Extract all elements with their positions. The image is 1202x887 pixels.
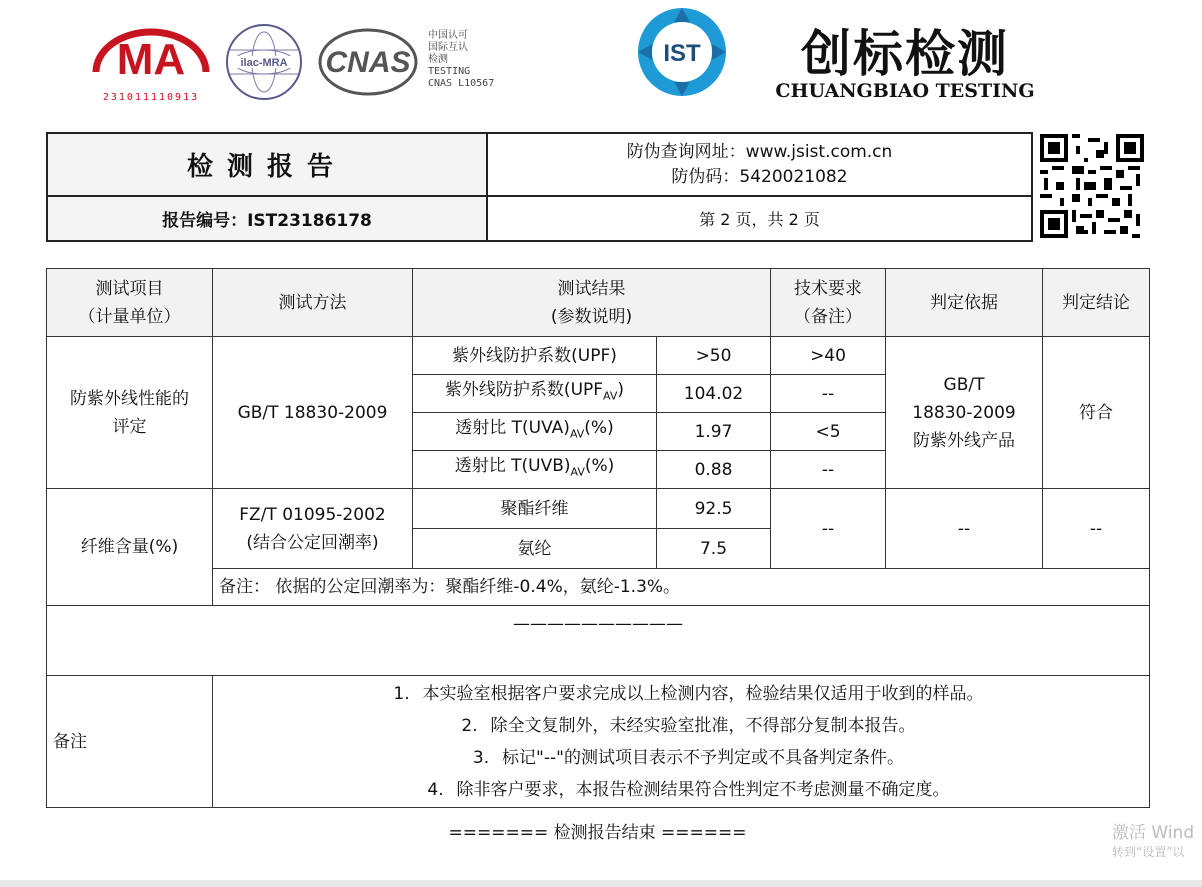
remarks-list xyxy=(213,676,1150,808)
uv-param-upf: 紫外线防护系数(UPF) xyxy=(413,337,657,375)
ilac-text: ilac-MRA xyxy=(240,57,288,69)
ist-logo xyxy=(630,4,734,100)
remark-item: 2. 除全文复制外，未经实验室批准，不得部分复制本报告。 xyxy=(461,715,916,736)
ist-text: IST xyxy=(663,40,701,67)
uv-result-uvb: 0.88 xyxy=(657,451,771,489)
fiber-note: 备注： 依据的公定回潮率为：聚酯纤维-0.4%，氨纶-1.3%。 xyxy=(213,569,1150,606)
brand-name-en: CHUANGBIAO TESTING xyxy=(775,80,1035,102)
cma-number: 231011110913 xyxy=(102,92,200,103)
separator-line: —————————— xyxy=(47,606,1150,676)
fiber-param-spandex: 氨纶 xyxy=(413,529,657,569)
report-header xyxy=(46,132,1033,242)
qr-code xyxy=(1040,134,1144,238)
uv-conclusion: 符合 xyxy=(1043,337,1150,489)
cma-text: MA xyxy=(116,35,186,84)
uv-req-upf-av: -- xyxy=(771,375,886,413)
verify-url: 防伪查询网址：www.jsist.com.cn xyxy=(626,141,893,162)
page-info: 第 2 页，共 2 页 xyxy=(487,196,1032,241)
col-test-result: 测试结果 (参数说明) xyxy=(413,269,771,337)
brand-name-cn: 创标检测 xyxy=(801,24,1009,83)
ilac-mra-logo xyxy=(224,22,304,102)
report-number: 报告编号：IST23186178 xyxy=(47,196,487,241)
uv-result-uva: 1.97 xyxy=(657,413,771,451)
results-table xyxy=(46,268,1150,808)
remark-item: 1. 本实验室根据客户要求完成以上检测内容，检验结果仅适用于收到的样品。 xyxy=(393,683,984,704)
fiber-item: 纤维含量(%) xyxy=(47,489,213,606)
fiber-result-polyester: 92.5 xyxy=(657,489,771,529)
fiber-param-polyester: 聚酯纤维 xyxy=(413,489,657,529)
remark-item: 4. 除非客户要求，本报告检测结果符合性判定不考虑测量不确定度。 xyxy=(427,779,950,800)
separator-row xyxy=(47,606,1150,676)
col-test-item: 测试项目 （计量单位） xyxy=(47,269,213,337)
uv-req-uva: <5 xyxy=(771,413,886,451)
table-row xyxy=(47,489,1150,529)
table-row xyxy=(47,569,1150,606)
uv-item: 防紫外线性能的 评定 xyxy=(47,337,213,489)
cnas-side-text: 中国认可 国际互认 检测 TESTING CNAS L10567 xyxy=(428,30,495,89)
fiber-method: FZ/T 01095-2002 (结合公定回潮率) xyxy=(213,489,413,569)
bottom-strip xyxy=(0,880,1202,887)
verify-code: 防伪码：5420021082 xyxy=(671,166,848,187)
report-title: 检测报告 xyxy=(47,133,487,196)
uv-result-upf: >50 xyxy=(657,337,771,375)
uv-param-uvb: 透射比 $T(UVB)_{AV}(\%)$ xyxy=(413,451,657,489)
table-header-row xyxy=(47,269,1150,337)
uv-result-upf-av: 104.02 xyxy=(657,375,771,413)
col-basis: 判定依据 xyxy=(886,269,1043,337)
col-test-method: 测试方法 xyxy=(213,269,413,337)
activation-watermark-line2: 转到“设置”以 xyxy=(1112,845,1185,859)
remarks-row xyxy=(47,676,1150,808)
uv-method: GB/T 18830-2009 xyxy=(213,337,413,489)
uv-param-uva: 透射比 $T(UVA)_{AV}(\%)$ xyxy=(413,413,657,451)
cnas-text: CNAS xyxy=(325,46,411,79)
uv-param-upf-av: 紫外线防护系数$(UPF_{AV})$ xyxy=(413,375,657,413)
col-requirement: 技术要求 （备注） xyxy=(771,269,886,337)
uv-req-upf: >40 xyxy=(771,337,886,375)
uv-basis: GB/T 18830-2009 防紫外线产品 xyxy=(886,337,1043,489)
fiber-conclusion: -- xyxy=(1043,489,1150,569)
cnas-logo xyxy=(316,26,420,98)
remarks-label: 备注 xyxy=(47,676,213,808)
verification-info xyxy=(487,133,1032,196)
uv-req-uvb: -- xyxy=(771,451,886,489)
report-end-text: ======= 检测报告结束 ====== xyxy=(448,823,747,843)
table-row xyxy=(47,337,1150,375)
fiber-basis: -- xyxy=(886,489,1043,569)
fiber-result-spandex: 7.5 xyxy=(657,529,771,569)
fiber-req: -- xyxy=(771,489,886,569)
activation-watermark-line1: 激活 Wind xyxy=(1112,823,1195,843)
col-conclusion: 判定结论 xyxy=(1043,269,1150,337)
remark-item: 3. 标记"--"的测试项目表示不予判定或不具备判定条件。 xyxy=(472,747,904,768)
